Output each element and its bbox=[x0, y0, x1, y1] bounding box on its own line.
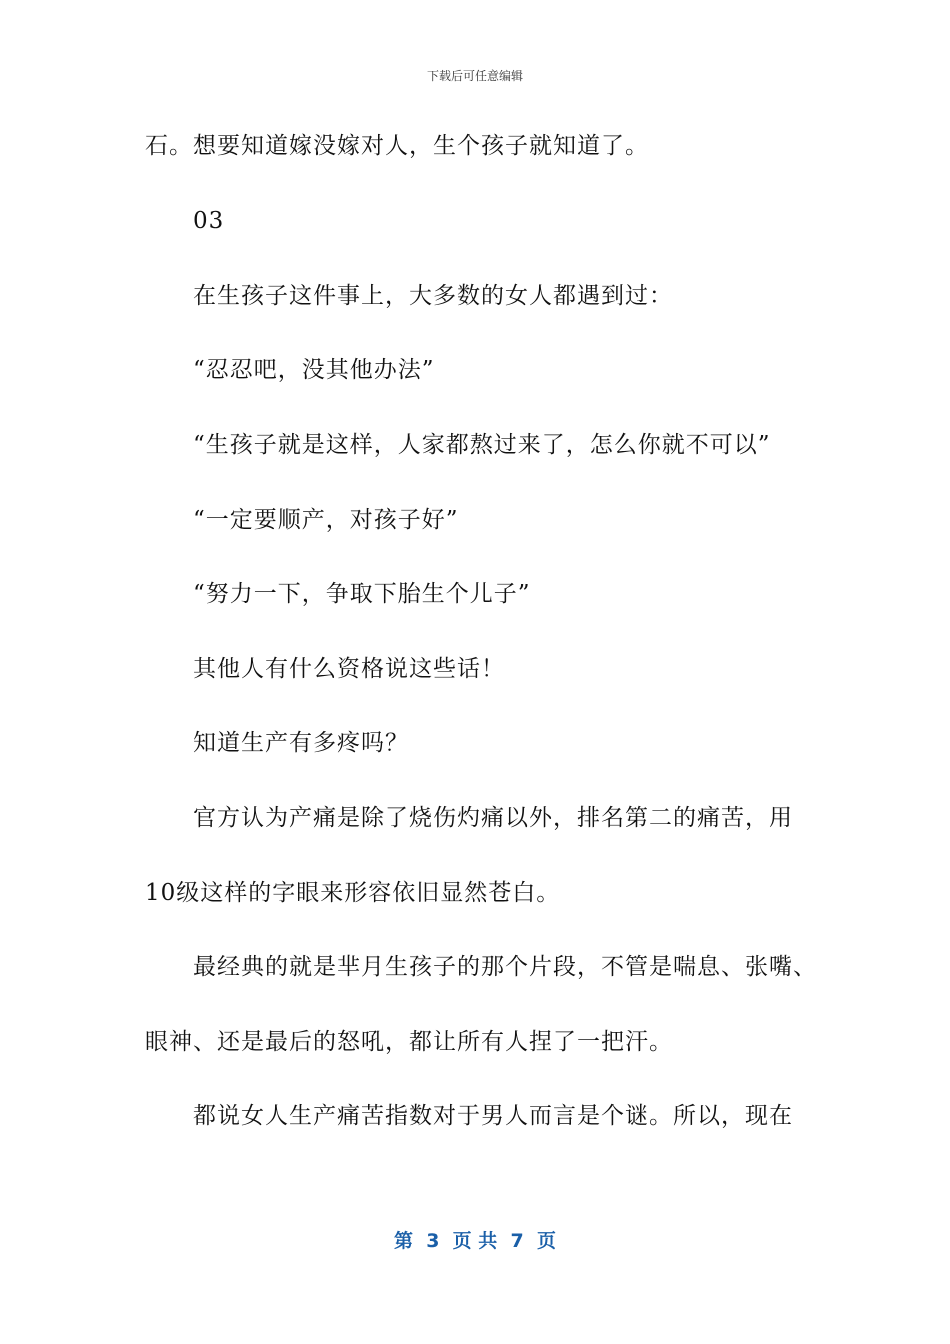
text-line: 最经典的就是芈月生孩子的那个片段，不管是喘息、张嘴、 bbox=[193, 954, 817, 980]
text-line: 眼神、还是最后的怒吼，都让所有人捏了一把汗。 bbox=[145, 1029, 673, 1055]
quote-line: “努力一下，争取下胎生个儿子” bbox=[193, 581, 531, 607]
text-line: 在生孩子这件事上，大多数的女人都遇到过： bbox=[193, 283, 673, 309]
section-number: 03 bbox=[193, 208, 225, 234]
text-line: 官方认为产痛是除了烧伤灼痛以外，排名第二的痛苦，用 bbox=[193, 805, 793, 831]
quote-line: “一定要顺产，对孩子好” bbox=[193, 507, 459, 533]
text-line: 其他人有什么资格说这些话！ bbox=[193, 656, 505, 682]
page-footer: 第 3 页 共 7 页 bbox=[394, 1230, 556, 1252]
text-line: 都说女人生产痛苦指数对于男人而言是个谜。所以，现在 bbox=[193, 1103, 793, 1129]
quote-line: “忍忍吧，没其他办法” bbox=[193, 357, 435, 383]
text-line: 知道生产有多疼吗？ bbox=[193, 730, 409, 756]
text-line: 10级这样的字眼来形容依旧显然苍白。 bbox=[145, 880, 561, 906]
page-header: 下载后可任意编辑 bbox=[426, 69, 523, 83]
text-line: 石。想要知道嫁没嫁对人，生个孩子就知道了。 bbox=[145, 133, 649, 159]
quote-line: “生孩子就是这样，人家都熬过来了，怎么你就不可以” bbox=[193, 432, 771, 458]
